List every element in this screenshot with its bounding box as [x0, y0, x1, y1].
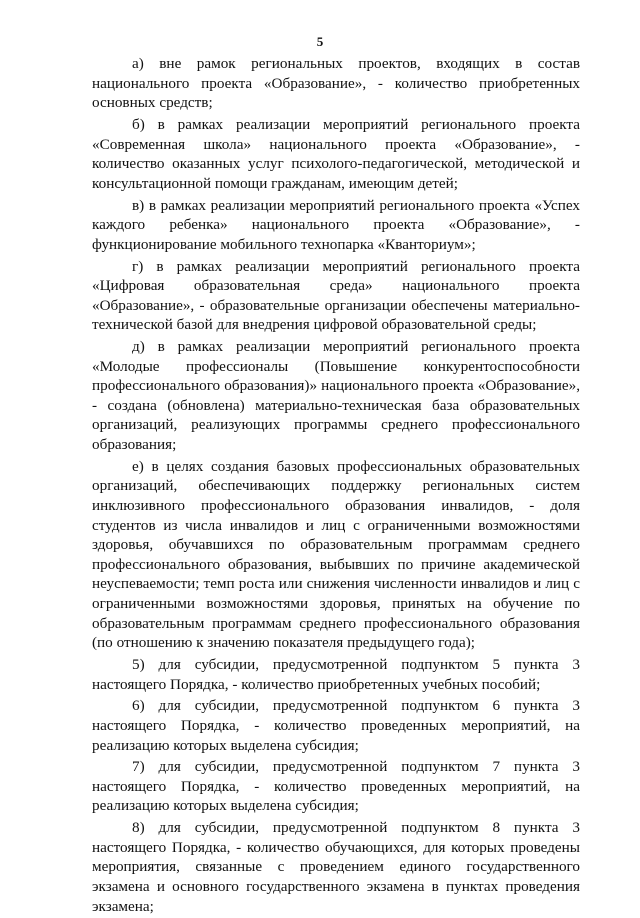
paragraph-7: 7) для субсидии, предусмотренной подпунктом 7 пункта 3 настоящего Порядка, - количество проведенных мероприятий, на реализацию которых выделена субсидия; [92, 758, 580, 815]
paragraph-5: 5) для субсидии, предусмотренной подпунктом 5 пункта 3 настоящего Порядка, - количество приобретенных учебных пособий; [92, 655, 580, 693]
page-number: 5 [316, 34, 324, 49]
paragraph-a: а) вне рамок региональных проектов, входящих в состав национального проекта «Образование», - количество приобретенных основных средств; [92, 55, 580, 112]
paragraph-g: г) в рамках реализации мероприятий регионального проекта «Цифровая образовательная среда» национального проекта «Образование», - образовательные организации обеспечены материально-технической базой для внедрения цифровой образовательной среды; [92, 257, 580, 334]
document-body [92, 54, 580, 918]
paragraph-8: 8) для субсидии, предусмотренной подпунктом 8 пункта 3 настоящего Порядка, - количество обучающихся, для которых проведены мероприятия, связанные с проведением единого государственного экзамена и основного государственного экзамена в пунктах проведения экзамена; [92, 819, 580, 915]
paragraph-d: д) в рамках реализации мероприятий регионального проекта «Молодые профессионалы (Повышение конкурентоспособности профессионального образования)» национального проекта «Образование», - создана (обновлена) материально-техническая база образовательных организаций, реализующих программы среднего профессионального образования; [92, 338, 580, 454]
paragraph-v: в) в рамках реализации мероприятий регионального проекта «Успех каждого ребенка» национального проекта «Образование», - функционирование мобильного технопарка «Кванториум»; [92, 196, 580, 253]
paragraph-e: е) в целях создания базовых профессиональных образовательных организаций, обеспечивающих поддержку региональных систем инклюзивного профессионального образования инвалидов, - доля студентов из числа инвалидов и лиц с ограниченными возможностями здоровья, обучавшихся по образовательным программам среднего профессионального образования, выбывших по причине академической неуспеваемости; темп роста или снижения численности инвалидов и лиц с ограниченными возможностями здоровья, принятых на обучение по образовательным программам среднего профессионального образования (по отношению к значению показателя предыдущего года); [92, 457, 580, 652]
paragraph-b: б) в рамках реализации мероприятий регионального проекта «Современная школа» национального проекта «Образование», - количество оказанных услуг психолого-педагогической, методической и консультационной помощи гражданам, имеющим детей; [92, 115, 580, 192]
paragraph-6: 6) для субсидии, предусмотренной подпунктом 6 пункта 3 настоящего Порядка, - количество проведенных мероприятий, на реализацию которых выделена субсидия; [92, 697, 580, 754]
